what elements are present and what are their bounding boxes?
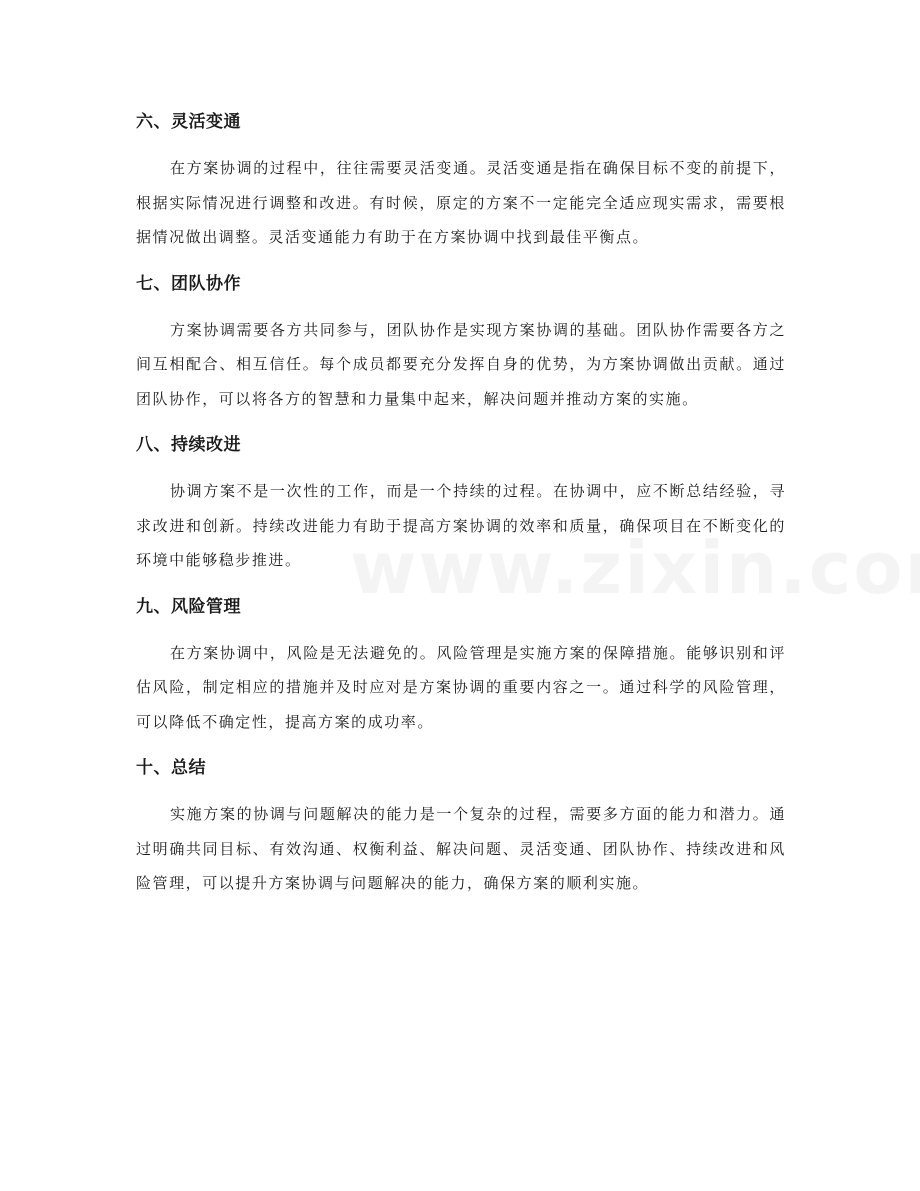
section-heading: 九、风险管理	[136, 596, 241, 617]
section-continuous-improvement	[136, 427, 786, 578]
section-heading: 十、总结	[136, 758, 206, 778]
section-paragraph: 协调方案不是一次性的工作，而是一个持续的过程。在协调中，应不断总结经验，寻求改进和创新。持续改进能力有助于提高方案协调的效率和质量，确保项目在不断变化的环境中能够稳步推进。	[136, 482, 786, 569]
section-risk-management	[136, 589, 786, 740]
section-heading: 六、灵活变通	[136, 112, 241, 132]
document-content	[136, 104, 786, 912]
section-paragraph: 实施方案的协调与问题解决的能力是一个复杂的过程，需要多方面的能力和潜力。通过明确共同目标、有效沟通、权衡利益、解决问题、灵活变通、团队协作、持续改进和风险管理，可以提升方案协调与问题解决的能力，确保方案的顺利实施。	[136, 805, 786, 892]
section-paragraph: 在方案协调的过程中，往往需要灵活变通。灵活变通是指在确保目标不变的前提下，根据实际情况进行调整和改进。有时候，原定的方案不一定能完全适应现实需求，需要根据情况做出调整。灵活变通能力有助于在方案协调中找到最佳平衡点。	[136, 159, 786, 246]
section-heading: 七、团队协作	[136, 273, 241, 294]
section-heading: 八、持续改进	[136, 435, 241, 455]
section-flexibility	[136, 104, 786, 255]
section-teamwork	[136, 266, 786, 417]
section-paragraph: 方案协调需要各方共同参与，团队协作是实现方案协调的基础。团队协作需要各方之间互相配合、相互信任。每个成员都要充分发挥自身的优势，为方案协调做出贡献。通过团队协作，可以将各方的智慧和力量集中起来，解决问题并推动方案的实施。	[136, 320, 786, 408]
section-paragraph: 在方案协调中，风险是无法避免的。风险管理是实施方案的保障措施。能够识别和评估风险，制定相应的措施并及时应对是方案协调的重要内容之一。通过科学的风险管理，可以降低不确定性，提高方案的成功率。	[136, 643, 786, 731]
section-summary	[136, 750, 786, 901]
